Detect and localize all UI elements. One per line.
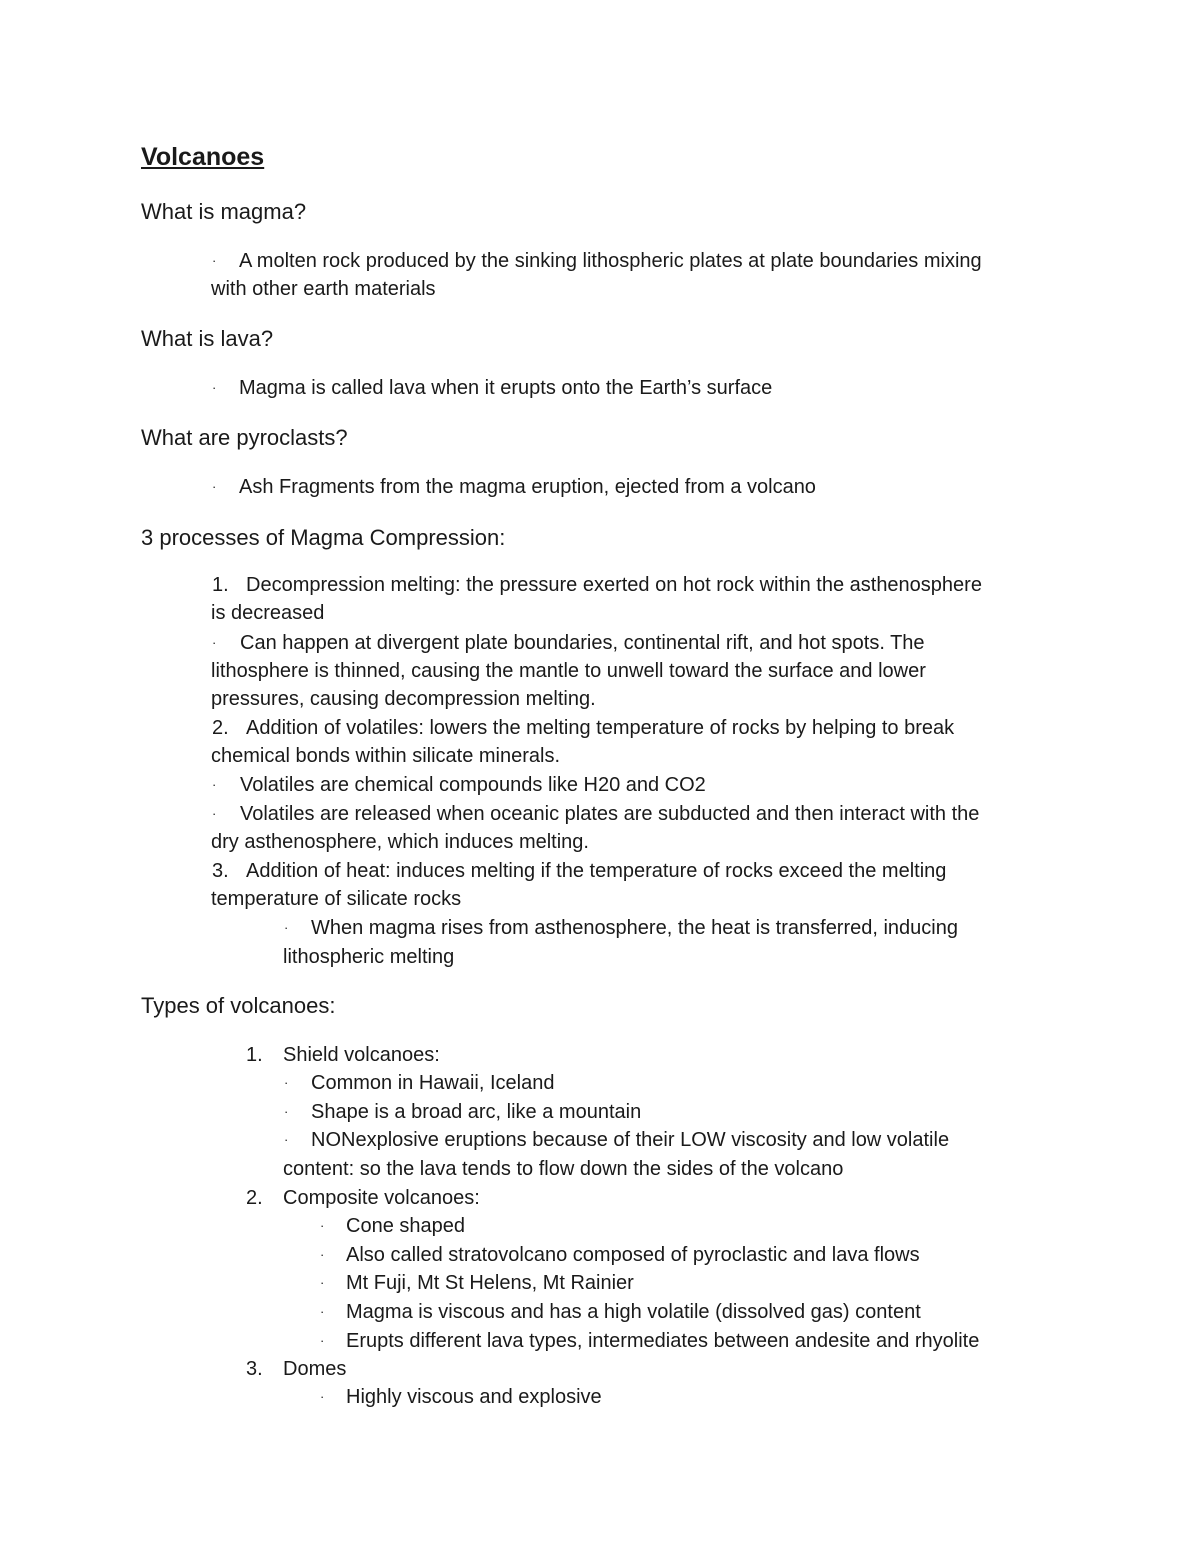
process-3-note-line1: When magma rises from asthenosphere, the heat is transferred, inducing [311, 917, 958, 939]
type-1-note-3-line2: content: so the lava tends to flow down the sides of the volcano [283, 1158, 844, 1180]
list-number: 1. [212, 574, 229, 596]
bullet-dot: · [320, 1218, 325, 1233]
process-3-line2: temperature of silicate rocks [211, 888, 462, 910]
answer-pyroclasts: Ash Fragments from the magma eruption, ejected from a volcano [239, 476, 816, 498]
type-1-note-3-line1: NONexplosive eruptions because of their LOW viscosity and low volatile [311, 1129, 950, 1151]
type-1-title: Shield volcanoes: [283, 1044, 440, 1066]
heading-processes: 3 processes of Magma Compression: [141, 525, 506, 550]
bullet-dot: · [320, 1389, 325, 1404]
bullet-dot: · [284, 1075, 289, 1090]
process-1-note-line2: lithosphere is thinned, causing the mantle to unwell toward the surface and lower [211, 660, 926, 682]
process-3-line1: Addition of heat: induces melting if the temperature of rocks exceed the melting [246, 860, 947, 882]
type-2-note-1: Cone shaped [346, 1215, 465, 1237]
bullet-dot: · [212, 253, 217, 268]
list-number: 3. [212, 860, 229, 882]
process-1-note-line3: pressures, causing decompression melting. [211, 688, 596, 710]
bullet-dot: · [320, 1333, 325, 1348]
process-2-note-1: Volatiles are chemical compounds like H20 and CO2 [240, 774, 706, 796]
type-1-note-1: Common in Hawaii, Iceland [311, 1072, 555, 1094]
list-number: 2. [246, 1187, 263, 1209]
heading-types: Types of volcanoes: [141, 993, 336, 1018]
answer-lava: Magma is called lava when it erupts onto the Earth’s surface [239, 377, 773, 399]
process-1-note-line1: Can happen at divergent plate boundaries, continental rift, and hot spots. The [240, 632, 925, 654]
list-number: 2. [212, 717, 229, 739]
question-pyroclasts: What are pyroclasts? [141, 425, 348, 450]
bullet-dot: · [212, 479, 217, 494]
type-2-note-4: Magma is viscous and has a high volatile (dissolved gas) content [346, 1301, 921, 1323]
list-number: 1. [246, 1044, 263, 1066]
bullet-dot: · [320, 1275, 325, 1290]
type-3-title: Domes [283, 1358, 347, 1380]
bullet-dot: · [212, 777, 217, 792]
type-2-title: Composite volcanoes: [283, 1187, 480, 1209]
process-3-note-line2: lithospheric melting [283, 946, 455, 968]
question-lava: What is lava? [141, 326, 274, 351]
type-2-note-3: Mt Fuji, Mt St Helens, Mt Rainier [346, 1272, 634, 1294]
answer-magma-line1: A molten rock produced by the sinking lithospheric plates at plate boundaries mixing [239, 250, 982, 272]
process-2-line2: chemical bonds within silicate minerals. [211, 745, 561, 767]
page-title: Volcanoes [141, 143, 265, 171]
bullet-dot: · [320, 1247, 325, 1262]
type-1-note-2: Shape is a broad arc, like a mountain [311, 1101, 642, 1123]
bullet-dot: · [212, 380, 217, 395]
bullet-dot: · [212, 635, 217, 650]
bullet-dot: · [284, 1132, 289, 1147]
type-3-note-1: Highly viscous and explosive [346, 1386, 602, 1408]
bullet-dot: · [212, 806, 217, 821]
process-1-line2: is decreased [211, 602, 325, 624]
process-2-line1: Addition of volatiles: lowers the melting temperature of rocks by helping to break [246, 717, 955, 739]
bullet-dot: · [284, 920, 289, 935]
bullet-dot: · [320, 1304, 325, 1319]
type-2-note-2: Also called stratovolcano composed of pyroclastic and lava flows [346, 1244, 920, 1266]
process-2-note-2-line2: dry asthenosphere, which induces melting. [211, 831, 589, 853]
question-magma: What is magma? [141, 199, 307, 224]
process-2-note-2-line1: Volatiles are released when oceanic plates are subducted and then interact with the [240, 803, 980, 825]
list-number: 3. [246, 1358, 263, 1380]
type-2-note-5: Erupts different lava types, intermediates between andesite and rhyolite [346, 1330, 980, 1352]
bullet-dot: · [284, 1104, 289, 1119]
process-1-line1: Decompression melting: the pressure exerted on hot rock within the asthenosphere [246, 574, 982, 596]
answer-magma-line2: with other earth materials [211, 278, 436, 300]
